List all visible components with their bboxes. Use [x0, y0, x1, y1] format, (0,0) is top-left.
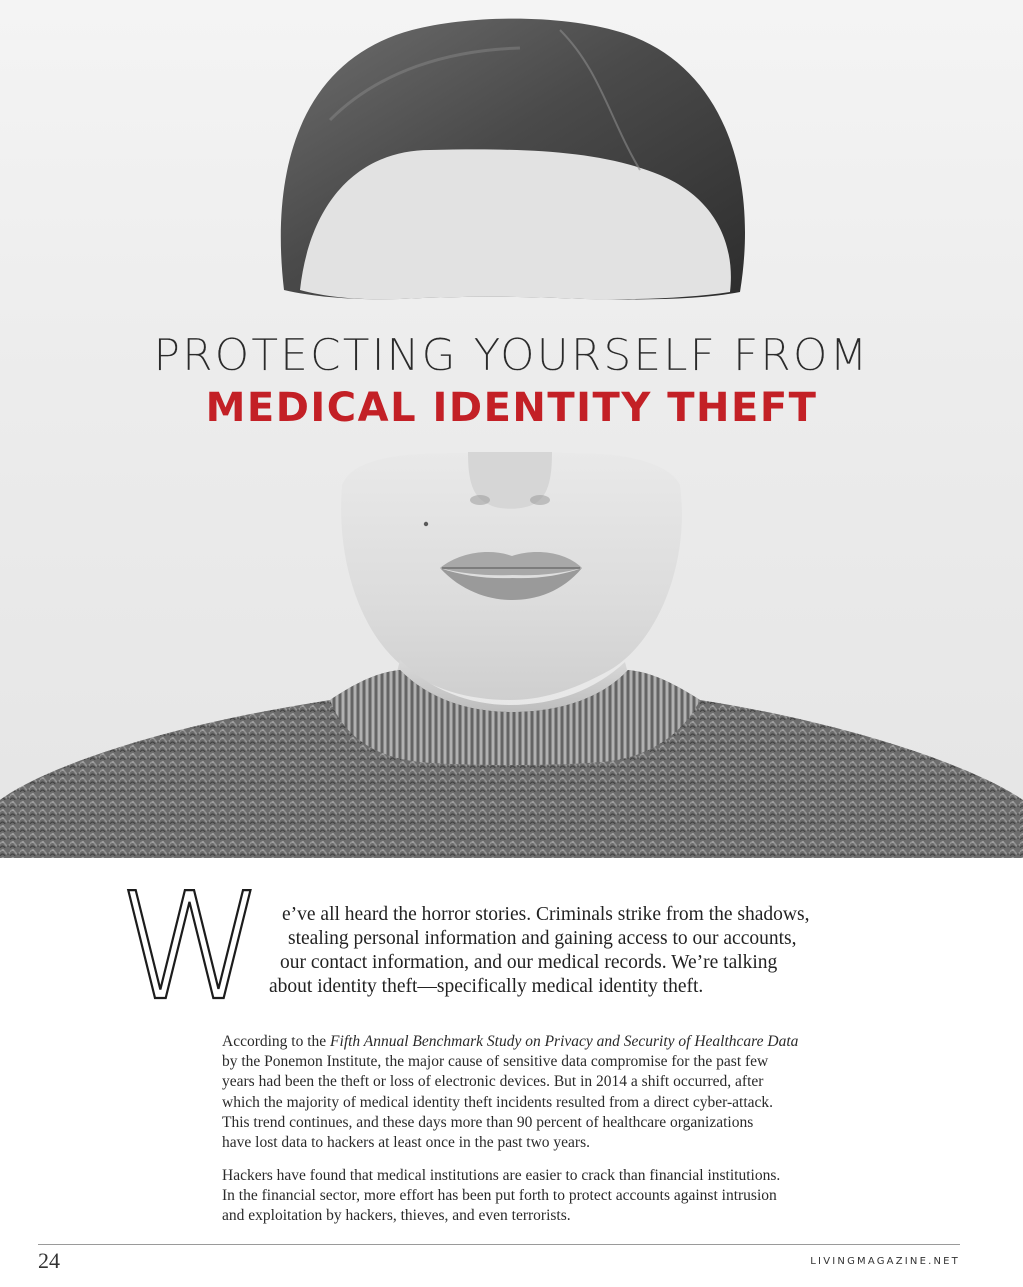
- paragraph-line: which the majority of medical identity theft incidents resulted from a direct cyber-attack.: [222, 1093, 774, 1111]
- paragraph-line: [222, 1032, 922, 1052]
- body-paragraph-2: [222, 1166, 922, 1227]
- drop-cap-letter: W: [118, 884, 265, 1004]
- head-top: [281, 19, 745, 300]
- paragraph-line: have lost data to hackers at least once in the past two years.: [222, 1134, 590, 1152]
- intro-line: our contact information, and our medical records. We’re talking: [280, 952, 778, 973]
- body-paragraph-1: [222, 1032, 922, 1153]
- headline-line-1: PROTECTING YOURSELF FROM: [153, 330, 870, 381]
- paragraph-line: and exploitation by hackers, thieves, and even terrorists.: [222, 1207, 571, 1225]
- intro-line: e’ve all heard the horror stories. Criminals strike from the shadows,: [282, 904, 810, 925]
- footer-divider: [38, 1244, 960, 1245]
- article-intro: [222, 903, 942, 999]
- paragraph-lead: According to the: [222, 1033, 331, 1050]
- intro-line: stealing personal information and gaining access to our accounts,: [288, 928, 797, 949]
- paragraph-line: In the financial sector, more effort has been put forth to protect accounts against intrusion: [222, 1187, 777, 1205]
- intro-line: about identity theft—specifically medical identity theft.: [269, 976, 704, 997]
- paragraph-line: years had been the theft or loss of electronic devices. But in 2014 a shift occurred, after: [222, 1073, 764, 1091]
- paragraph-line: This trend continues, and these days more than 90 percent of healthcare organizations: [222, 1113, 754, 1131]
- paragraph-line: by the Ponemon Institute, the major cause of sensitive data compromise for the past few: [222, 1053, 769, 1071]
- headline-line-2: MEDICAL IDENTITY THEFT: [205, 385, 818, 431]
- paragraph-line: Hackers have found that medical institutions are easier to crack than financial institutions.: [222, 1167, 781, 1184]
- study-title: Fifth Annual Benchmark Study on Privacy and Security of Healthcare Data: [330, 1033, 799, 1050]
- site-url[interactable]: LIVINGMAGAZINE.NET: [810, 1256, 960, 1267]
- page-number: 24: [38, 1248, 60, 1273]
